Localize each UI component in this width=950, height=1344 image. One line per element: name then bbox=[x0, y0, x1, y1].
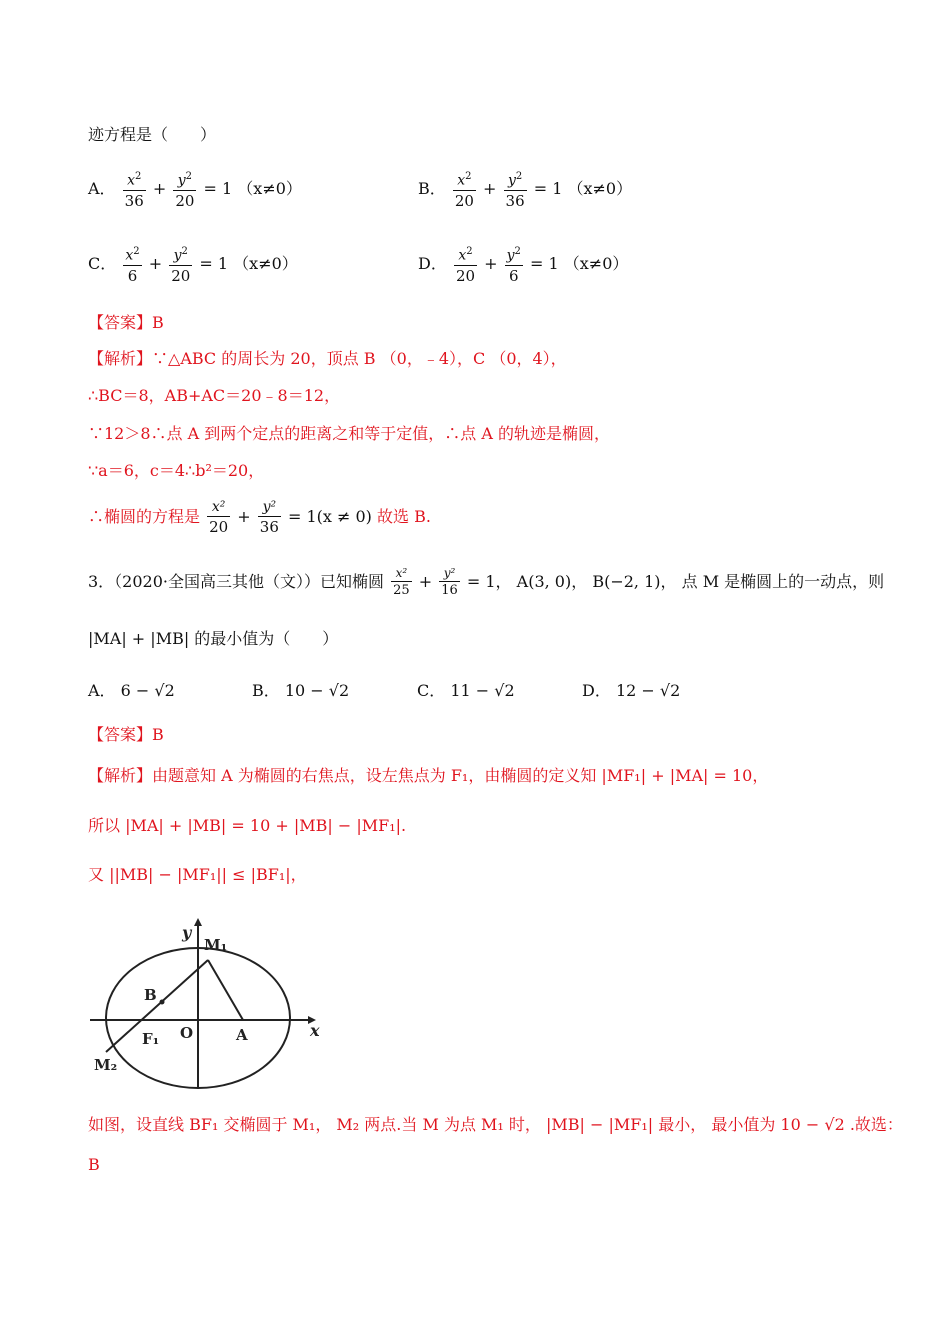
q3-stem-line-1: 3．（2020·全国高三其他（文））已知椭圆 $\frac{\text{x²}}{25}$ + $\frac{\text{y²}}{16}$ = 1， A(3, 0)， B(−2, 1)， 点 M 是椭圆上的一动点，则 bbox=[88, 566, 885, 598]
a-label: A bbox=[236, 1026, 248, 1044]
q2-option-a[interactable]: A． $\frac{x^2}{36}$ + $\frac{y^2}{20}$ = 1 （x≠0） bbox=[88, 168, 302, 211]
q3-analysis-2: 所以 |MA| + |MB| = 10 + |MB| − |MF₁|. bbox=[88, 816, 407, 835]
q2-analysis-4: ∵a＝6，c＝4∴b²＝20， bbox=[88, 461, 265, 480]
y-label: y bbox=[182, 923, 192, 942]
q3-analysis-5: B bbox=[88, 1155, 100, 1174]
segment-m1-a bbox=[208, 960, 243, 1020]
q3-answer: 【答案】B bbox=[88, 725, 164, 744]
q2-option-d[interactable]: D． $\frac{x^2}{20}$ + $\frac{y^2}{6}$ = 1 （x≠0） bbox=[418, 243, 628, 286]
option-label: A． bbox=[88, 178, 116, 198]
q3-option-b[interactable]: B． 10 − √2 bbox=[252, 681, 350, 700]
q2-analysis-2: ∴BC＝8，AB+AC＝20﹣8＝12， bbox=[88, 386, 341, 405]
f1-label: F₁ bbox=[142, 1030, 160, 1048]
q2-analysis-5: ∴椭圆的方程是 $\frac{\text{x²}}{20}$ + $\frac{\text{y²}}{36}$ = 1(x ≠ 0) 故选 B. bbox=[88, 499, 431, 536]
q2-option-c[interactable]: C． $\frac{x^2}{6}$ + $\frac{y^2}{20}$ = 1 （x≠0） bbox=[88, 243, 298, 286]
o-label: O bbox=[180, 1024, 194, 1042]
b-label: B bbox=[144, 986, 157, 1004]
q3-option-d[interactable]: D． 12 − √2 bbox=[582, 681, 681, 700]
q3-analysis-4: 如图，设直线 BF₁ 交椭圆于 M₁， M₂ 两点.当 M 为点 M₁ 时， |MB| − |MF₁| 最小， 最小值为 10 − √2 .故选： bbox=[88, 1115, 903, 1134]
q2-stem-tail: 迹方程是（ ） bbox=[88, 125, 217, 144]
q3-stem-line-2: |MA| + |MB| 的最小值为（ ） bbox=[88, 629, 339, 648]
option-label: C． bbox=[88, 253, 117, 273]
q3-analysis-1: 【解析】由题意知 A 为椭圆的右焦点，设左焦点为 F₁，由椭圆的定义知 |MF₁| + |MA| = 10， bbox=[88, 766, 769, 785]
option-label: D． bbox=[418, 253, 447, 273]
q3-analysis-3: 又 ||MB| − |MF₁|| ≤ |BF₁|， bbox=[88, 865, 307, 884]
m1-label: M₁ bbox=[204, 936, 228, 954]
q3-option-a[interactable]: A． 6 − √2 bbox=[88, 681, 175, 700]
x-label: x bbox=[310, 1021, 320, 1040]
m2-label: M₂ bbox=[94, 1056, 118, 1074]
q2-analysis-1: 【解析】∵△ABC 的周长为 20，顶点 B （0，﹣4），C （0，4）， bbox=[88, 349, 567, 368]
q2-option-b[interactable]: B． $\frac{x^2}{20}$ + $\frac{y^2}{36}$ = 1 （x≠0） bbox=[418, 168, 632, 211]
q2-analysis-3: ∵12＞8∴点 A 到两个定点的距离之和等于定值，∴点 A 的轨迹是椭圆， bbox=[88, 424, 610, 443]
point-b bbox=[160, 1000, 165, 1005]
y-axis-arrow-icon bbox=[194, 918, 202, 926]
q2-answer: 【答案】B bbox=[88, 313, 164, 332]
option-label: B． bbox=[418, 178, 446, 198]
q3-option-c[interactable]: C． 11 − √2 bbox=[417, 681, 515, 700]
ellipse-figure bbox=[88, 912, 328, 1092]
